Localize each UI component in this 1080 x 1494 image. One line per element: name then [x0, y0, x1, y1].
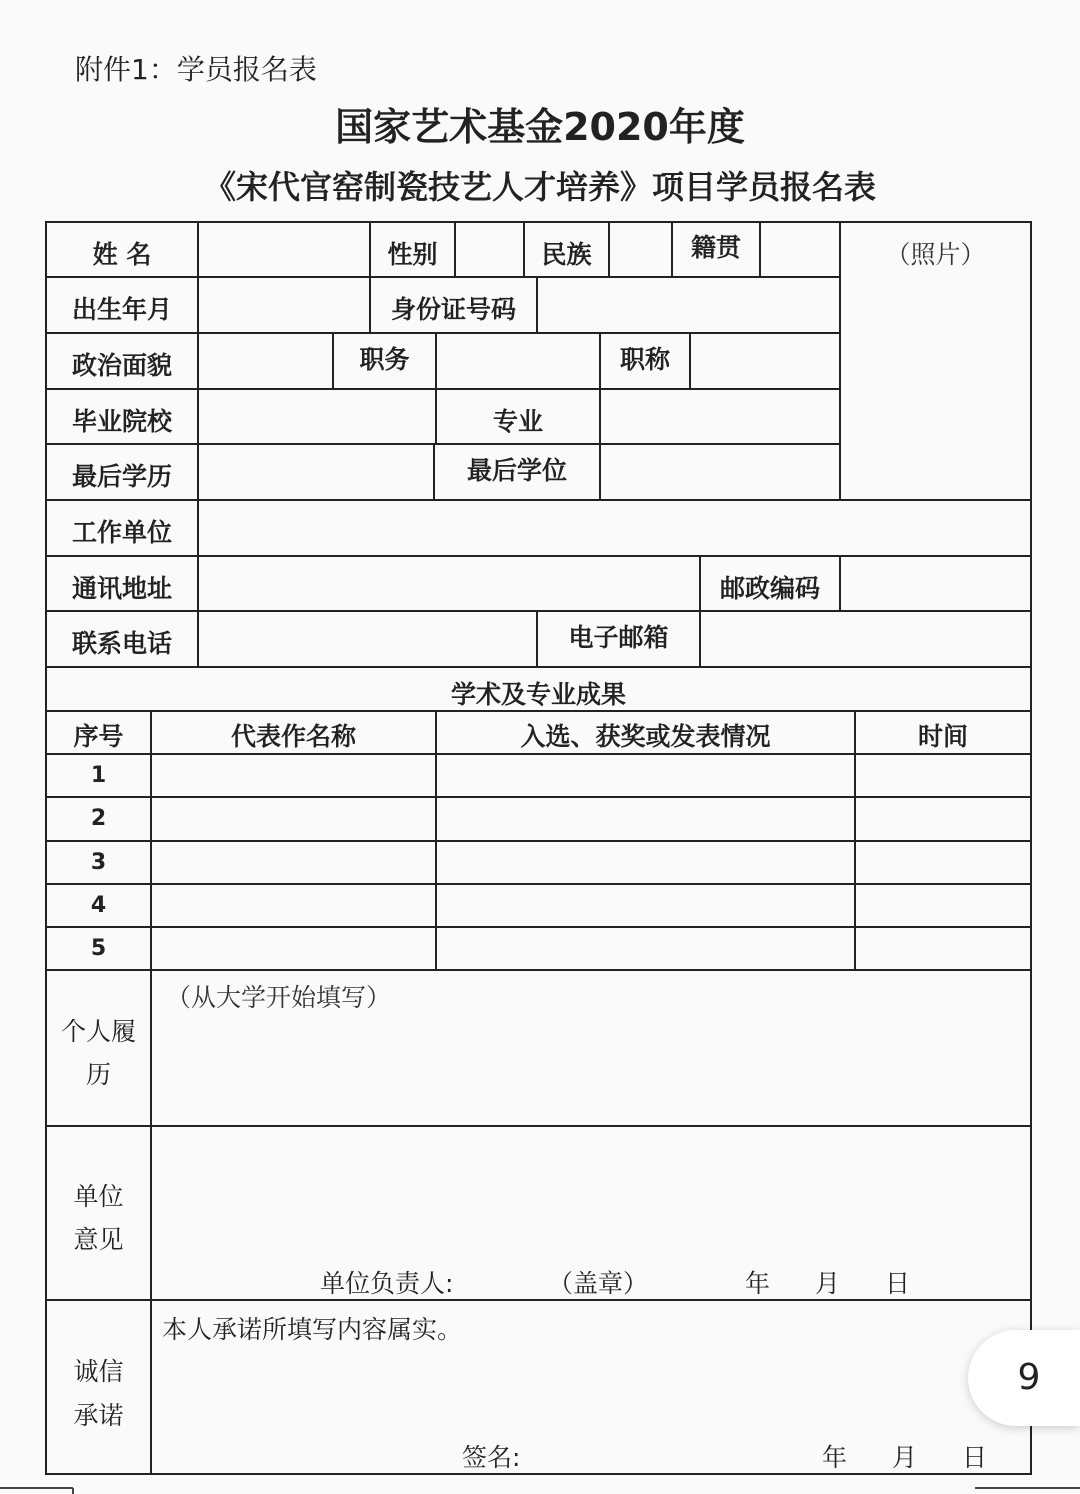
row-index: 1 — [90, 763, 107, 788]
work-name-cell[interactable] — [153, 886, 434, 925]
unit-day-label: 日 — [885, 1269, 911, 1298]
col-header-work-name: 代表作名称 — [230, 722, 356, 751]
phone-label: 联系电话 — [71, 629, 172, 658]
col-header-award-status: 入选、获奖或发表情况 — [520, 722, 771, 751]
ethnicity-label: 民族 — [541, 240, 592, 269]
politics-label: 政治面貌 — [71, 351, 172, 380]
unit-year-label: 年 — [745, 1269, 771, 1298]
unit-signer-label: 单位负责人: — [320, 1269, 454, 1298]
phone-field[interactable] — [200, 613, 535, 665]
integrity-field[interactable] — [153, 1350, 963, 1430]
resume-label-line1: 个人履 — [60, 1017, 136, 1046]
major-field[interactable] — [602, 391, 838, 442]
integrity-label-line1: 诚信 — [73, 1357, 124, 1386]
resume-hint: （从大学开始填写） — [166, 983, 392, 1012]
id-number-field[interactable] — [539, 279, 838, 331]
school-field[interactable] — [200, 391, 434, 442]
job-title-field[interactable] — [692, 335, 838, 387]
degree-label: 最后学位 — [466, 456, 567, 485]
email-field[interactable] — [702, 613, 1029, 665]
time-cell[interactable] — [857, 756, 1029, 795]
birth-label: 出生年月 — [71, 295, 172, 324]
work-name-cell[interactable] — [153, 799, 434, 839]
achievements-section-title: 学术及专业成果 — [450, 680, 626, 709]
postcode-field[interactable] — [842, 558, 1029, 609]
id-number-label: 身份证号码 — [390, 295, 516, 324]
integrity-label-line2: 承诺 — [73, 1401, 124, 1430]
integrity-year-label: 年 — [822, 1443, 848, 1472]
email-label: 电子邮箱 — [568, 623, 669, 652]
native-place-label: 籍贯 — [690, 233, 741, 262]
award-status-cell[interactable] — [438, 886, 853, 925]
signature-label: 签名: — [462, 1443, 521, 1472]
position-field[interactable] — [438, 335, 598, 387]
education-field[interactable] — [200, 446, 432, 498]
unit-opinion-field[interactable] — [153, 1128, 1029, 1258]
row-index: 5 — [90, 936, 107, 961]
row-index: 4 — [90, 893, 107, 918]
photo-placeholder[interactable]: （照片） — [885, 240, 986, 269]
ethnicity-field[interactable] — [611, 224, 670, 275]
school-label: 毕业院校 — [71, 407, 172, 436]
unit-opinion-label-line2: 意见 — [73, 1225, 124, 1254]
attachment-label: 附件1：学员报名表 — [75, 53, 317, 86]
politics-field[interactable] — [200, 335, 331, 387]
gender-field[interactable] — [457, 224, 522, 275]
form-title-line1: 国家艺术基金2020年度 — [335, 105, 745, 149]
unit-month-label: 月 — [815, 1269, 841, 1298]
row-index: 2 — [90, 806, 107, 831]
resume-field[interactable] — [153, 1010, 1029, 1124]
major-label: 专业 — [492, 407, 543, 436]
col-header-index: 序号 — [73, 722, 124, 751]
award-status-cell[interactable] — [438, 799, 853, 839]
time-cell[interactable] — [857, 929, 1029, 968]
resume-label-line2: 历 — [85, 1060, 111, 1089]
native-place-field[interactable] — [762, 224, 838, 275]
position-label: 职务 — [359, 345, 410, 374]
degree-field[interactable] — [602, 446, 838, 498]
gender-label: 性别 — [387, 240, 438, 269]
name-label: 姓 名 — [92, 240, 152, 269]
time-cell[interactable] — [857, 799, 1029, 839]
award-status-cell[interactable] — [438, 843, 853, 882]
integrity-month-label: 月 — [892, 1443, 918, 1472]
address-label: 通讯地址 — [71, 574, 172, 603]
integrity-statement: 本人承诺所填写内容属实。 — [162, 1315, 463, 1344]
form-title-line2: 《宋代官窑制瓷技艺人才培养》项目学员报名表 — [203, 168, 876, 206]
work-name-cell[interactable] — [153, 929, 434, 968]
unit-opinion-label-line1: 单位 — [73, 1182, 124, 1211]
award-status-cell[interactable] — [438, 929, 853, 968]
work-name-cell[interactable] — [153, 843, 434, 882]
birth-field[interactable] — [200, 279, 368, 331]
postcode-label: 邮政编码 — [719, 574, 820, 603]
award-status-cell[interactable] — [438, 756, 853, 795]
work-name-cell[interactable] — [153, 756, 434, 795]
name-field[interactable] — [200, 224, 368, 275]
time-cell[interactable] — [857, 886, 1029, 925]
job-title-label: 职称 — [619, 345, 670, 374]
employer-field[interactable] — [200, 502, 1029, 554]
time-cell[interactable] — [857, 843, 1029, 882]
col-header-time: 时间 — [917, 722, 968, 751]
employer-label: 工作单位 — [71, 518, 172, 547]
unit-seal-label: （盖章） — [548, 1269, 649, 1298]
address-field[interactable] — [200, 558, 698, 609]
integrity-day-label: 日 — [962, 1443, 988, 1472]
page-number-badge[interactable]: 9 — [968, 1330, 1080, 1426]
row-index: 3 — [90, 850, 107, 875]
education-label: 最后学历 — [71, 462, 172, 491]
